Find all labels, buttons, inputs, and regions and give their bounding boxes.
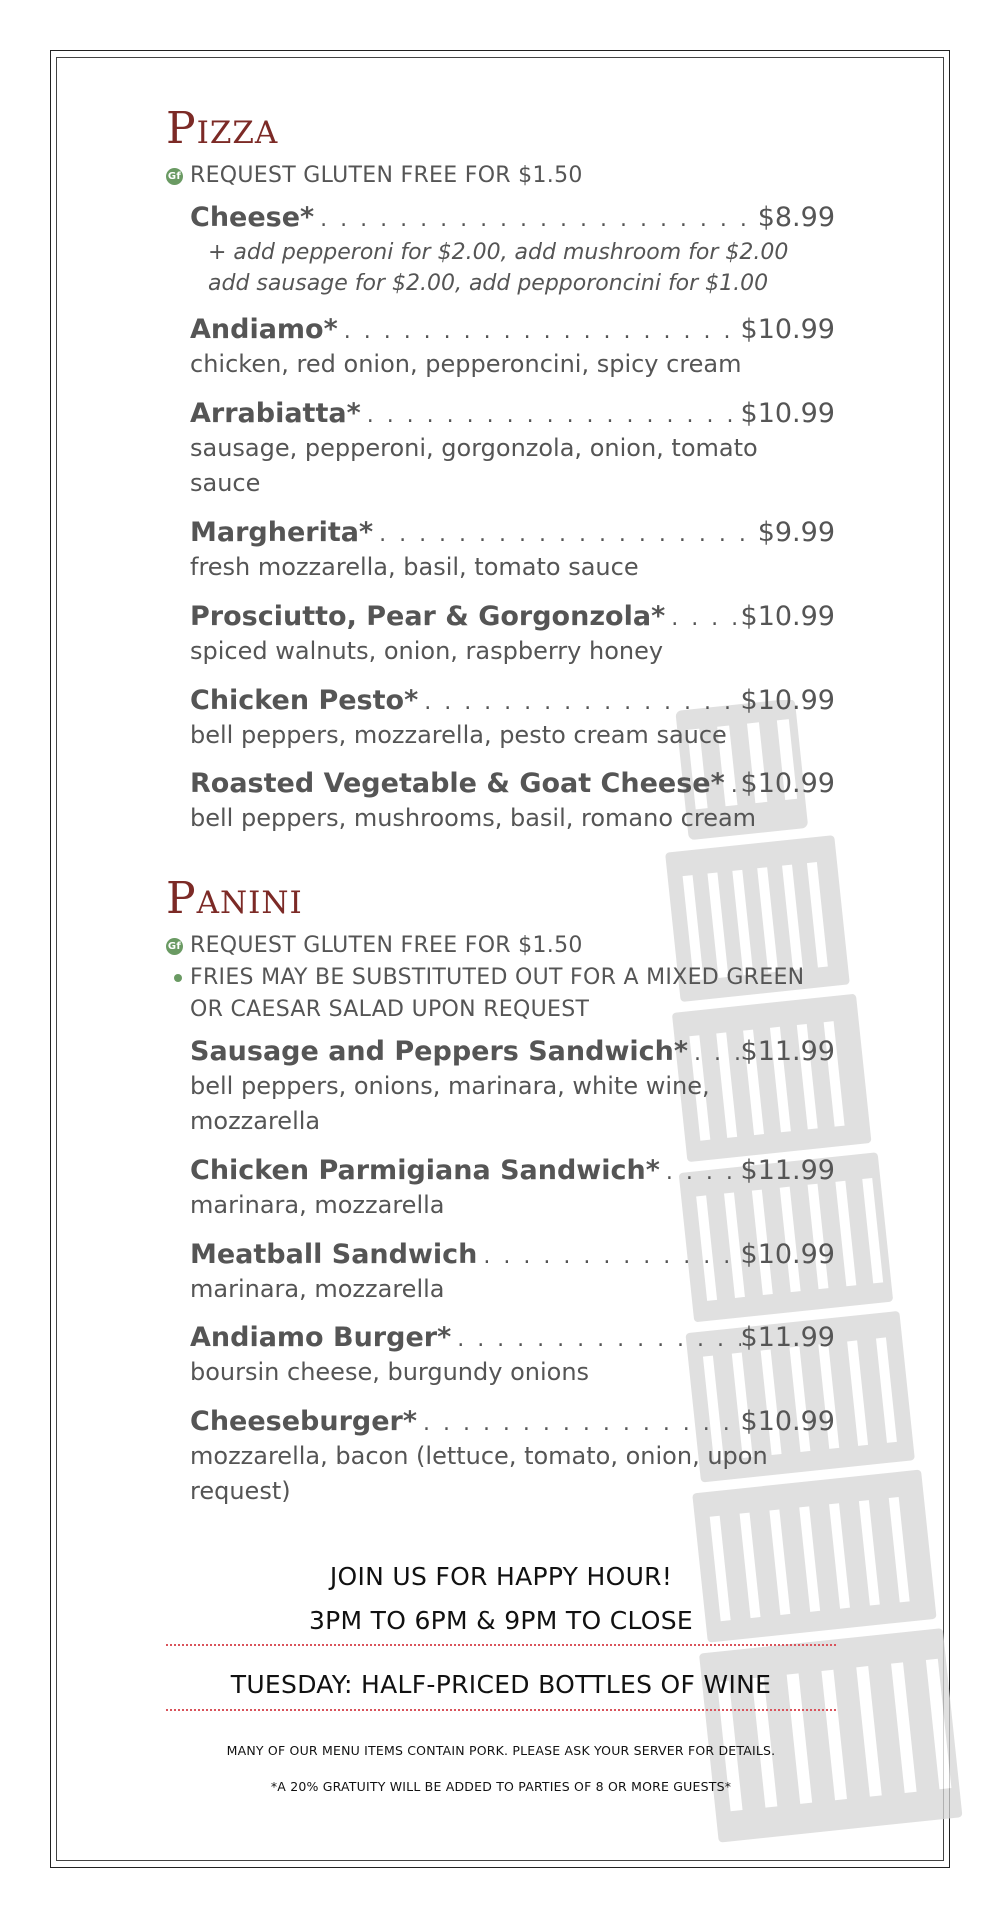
dot-leader [418,690,740,715]
item-name: Andiamo Burger* [190,1322,452,1353]
item-description: marinara, mozzarella [190,1191,445,1219]
dot-leader [314,207,758,232]
dotted-divider [166,1644,836,1646]
dot-leader [688,1041,741,1066]
dot-leader [725,773,741,798]
item-name: Chicken Pesto* [190,685,419,716]
dot-leader [338,319,741,344]
item-name: Chicken Parmigiana Sandwich* [190,1155,660,1186]
dot-leader [373,522,758,547]
gluten-free-icon: Gf [166,938,183,955]
menu-item-cheeseburger [190,1406,835,1509]
item-name: Sausage and Peppers Sandwich* [190,1036,688,1067]
dotted-divider [166,1709,836,1711]
item-price: $11.99 [740,1322,835,1353]
panini-section-title: Panini [166,873,303,924]
pork-notice: MANY OF OUR MENU ITEMS CONTAIN PORK. PLEASE ASK YOUR SERVER FOR DETAILS. [226,1743,776,1758]
menu-item-sausage-peppers-sandwich [190,1036,835,1139]
gratuity-notice: *A 20% GRATUITY WILL BE ADDED TO PARTIES OF 8 OR MORE GUESTS* [270,1779,732,1794]
panini-gluten-free-note [167,930,583,962]
item-description: bell peppers, mushrooms, basil, romano cream [190,804,757,832]
fries-note-text: FRIES MAY BE SUBSTITUTED OUT FOR A MIXED GREEN OR CAESAR SALAD UPON REQUEST [190,965,805,1022]
item-price: $11.99 [740,1036,835,1067]
menu-item-cheese [190,202,835,299]
item-price: $10.99 [740,685,835,716]
dot-leader [665,606,740,631]
item-price: $10.99 [740,1239,835,1270]
item-name: Roasted Vegetable & Goat Cheese* [190,768,725,799]
menu-item-roasted-vegetable-goat-cheese [190,768,835,836]
dot-leader [451,1327,740,1352]
pizza-gluten-free-note [167,160,583,192]
item-description: spiced walnuts, onion, raspberry honey [190,637,664,665]
item-description: boursin cheese, burgundy onions [190,1358,590,1386]
happy-hour-heading: JOIN US FOR HAPPY HOUR! [329,1562,673,1591]
item-price: $8.99 [757,202,835,233]
item-price: $10.99 [740,314,835,345]
item-price: $9.99 [757,517,835,548]
gluten-free-icon: Gf [166,168,183,185]
menu-item-chicken-pesto [190,685,835,753]
item-name: Cheese* [190,202,315,233]
item-name: Andiamo* [190,314,338,345]
item-name: Arrabiatta* [190,398,361,429]
item-name: Cheeseburger* [190,1406,417,1437]
item-name: Prosciutto, Pear & Gorgonzola* [190,601,666,632]
menu-item-prosciutto-pear-gorgonzola [190,601,835,669]
panini-fries-note [190,962,810,1026]
menu-item-margherita [190,517,835,585]
item-price: $10.99 [740,768,835,799]
menu-item-arrabiatta [190,398,835,501]
dot-leader [417,1411,741,1436]
item-description: bell peppers, mozzarella, pesto cream sauce [190,721,727,749]
dot-leader [361,403,741,428]
item-price: $10.99 [740,1406,835,1437]
item-price: $11.99 [740,1155,835,1186]
item-price: $10.99 [740,398,835,429]
gluten-free-note-text: REQUEST GLUTEN FREE FOR $1.50 [190,163,583,188]
pizza-section-title: Pizza [166,103,279,154]
menu-item-andiamo [190,314,835,382]
tuesday-wine-special: TUESDAY: HALF-PRICED BOTTLES OF WINE [230,1670,772,1699]
menu-item-chicken-parmigiana-sandwich [190,1155,835,1223]
item-name: Meatball Sandwich [190,1239,478,1270]
item-description: bell peppers, onions, marinara, white wine, mozzarella [190,1072,710,1135]
item-description: fresh mozzarella, basil, tomato sauce [190,553,639,581]
gluten-free-note-text: REQUEST GLUTEN FREE FOR $1.50 [190,933,583,958]
item-name: Margherita* [190,517,374,548]
item-addon: + add pepperoni for $2.00, add mushroom for $2.00 [208,240,789,265]
item-description: mozzarella, bacon (lettuce, tomato, onion, upon request) [190,1442,768,1505]
bullet-icon [174,974,182,982]
menu-item-meatball-sandwich [190,1239,835,1307]
item-price: $10.99 [740,601,835,632]
item-description: sausage, pepperoni, gorgonzola, onion, tomato sauce [190,434,758,497]
dot-leader [477,1244,740,1269]
happy-hour-times: 3PM TO 6PM & 9PM TO CLOSE [308,1606,694,1635]
item-description: marinara, mozzarella [190,1275,445,1303]
dot-leader [660,1160,741,1185]
item-description: chicken, red onion, pepperoncini, spicy cream [190,350,742,378]
item-addon: add sausage for $2.00, add pepporoncini for $1.00 [208,271,769,296]
menu-item-andiamo-burger [190,1322,835,1390]
